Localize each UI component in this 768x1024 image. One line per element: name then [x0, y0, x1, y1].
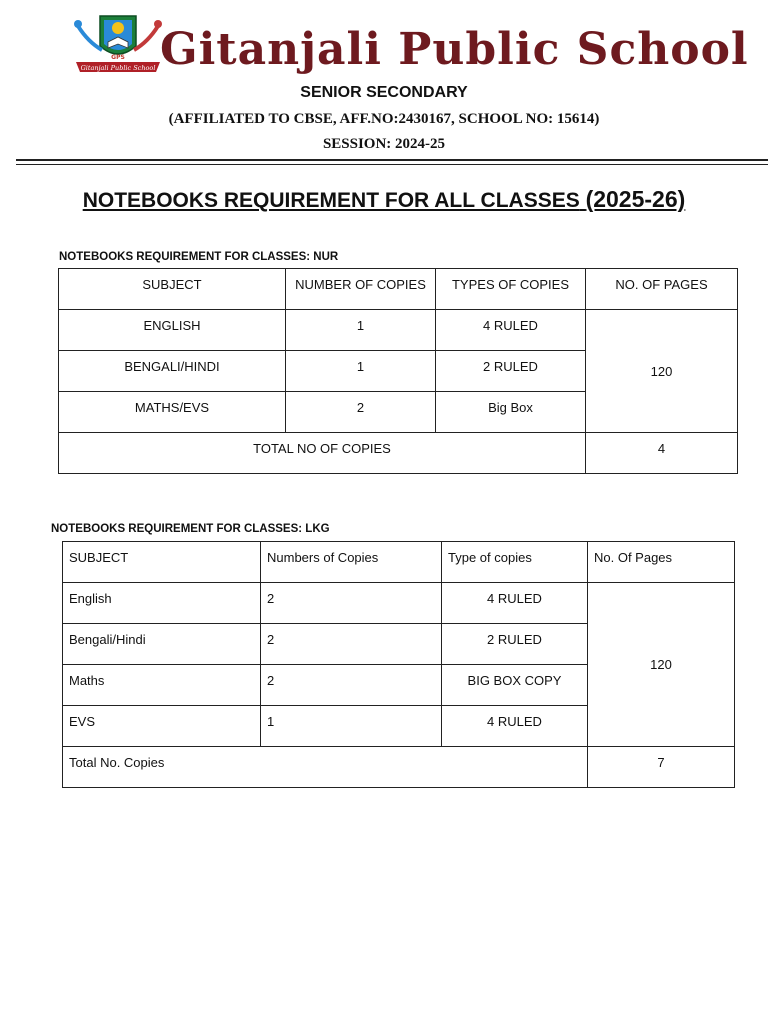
- copies-cell: 2: [261, 624, 442, 665]
- total-value-cell: 7: [588, 747, 735, 788]
- logo-ribbon-text: Gitanjali Public School: [80, 64, 156, 72]
- subject-cell: English: [63, 583, 261, 624]
- logo-initials: GPS: [111, 54, 125, 61]
- lkg-requirements-table: [62, 541, 735, 788]
- document-header: [0, 0, 768, 170]
- type-cell: 4 RULED: [442, 706, 588, 747]
- school-logo: [70, 12, 166, 78]
- copies-cell: 1: [286, 310, 436, 351]
- page-title-text: NOTEBOOKS REQUIREMENT FOR ALL CLASSES: [82, 189, 580, 212]
- subject-cell: Maths: [63, 665, 261, 706]
- subject-cell: ENGLISH: [59, 310, 286, 351]
- header-divider-thin: [16, 164, 768, 165]
- pages-cell: 120: [586, 310, 738, 433]
- table-row: [63, 583, 735, 624]
- total-label-cell: Total No. Copies: [63, 747, 588, 788]
- school-subtitle: SENIOR SECONDARY: [300, 84, 468, 101]
- header-cell-type: Type of copies: [442, 542, 588, 583]
- table-row: [59, 310, 738, 351]
- header-cell-subject: SUBJECT: [59, 269, 286, 310]
- table-header-row: [63, 542, 735, 583]
- page-title-year: (2025-26): [585, 186, 686, 212]
- type-cell: Big Box: [436, 392, 586, 433]
- session-line: SESSION: 2024-25: [322, 136, 446, 152]
- copies-cell: 2: [261, 583, 442, 624]
- subject-cell: Bengali/Hindi: [63, 624, 261, 665]
- type-cell: 4 RULED: [436, 310, 586, 351]
- lkg-section-label: NOTEBOOKS REQUIREMENT FOR CLASSES: LKG: [51, 523, 330, 535]
- total-label-cell: TOTAL NO OF COPIES: [59, 433, 586, 474]
- copies-cell: 2: [261, 665, 442, 706]
- type-cell: BIG BOX COPY: [442, 665, 588, 706]
- school-name: Gitanjali Public School: [160, 24, 749, 75]
- type-cell: 4 RULED: [442, 583, 588, 624]
- table-total-row: [63, 747, 735, 788]
- subject-cell: EVS: [63, 706, 261, 747]
- header-cell-copies: NUMBER OF COPIES: [286, 269, 436, 310]
- header-cell-subject: SUBJECT: [63, 542, 261, 583]
- table-total-row: [59, 433, 738, 474]
- nur-section-label: NOTEBOOKS REQUIREMENT FOR CLASSES: NUR: [59, 251, 339, 263]
- type-cell: 2 RULED: [442, 624, 588, 665]
- total-value-cell: 4: [586, 433, 738, 474]
- copies-cell: 2: [286, 392, 436, 433]
- affiliation-line: (AFFILIATED TO CBSE, AFF.NO:2430167, SCHOOL NO: 15614): [168, 111, 600, 127]
- page-title: [0, 186, 768, 213]
- nur-requirements-table: [58, 268, 738, 474]
- copies-cell: 1: [286, 351, 436, 392]
- header-divider-thick: [16, 159, 768, 161]
- header-cell-pages: No. Of Pages: [588, 542, 735, 583]
- subject-cell: BENGALI/HINDI: [59, 351, 286, 392]
- subject-cell: MATHS/EVS: [59, 392, 286, 433]
- pages-cell: 120: [588, 583, 735, 747]
- type-cell: 2 RULED: [436, 351, 586, 392]
- copies-cell: 1: [261, 706, 442, 747]
- header-cell-pages: NO. OF PAGES: [586, 269, 738, 310]
- table-header-row: [59, 269, 738, 310]
- header-cell-type: TYPES OF COPIES: [436, 269, 586, 310]
- header-cell-copies: Numbers of Copies: [261, 542, 442, 583]
